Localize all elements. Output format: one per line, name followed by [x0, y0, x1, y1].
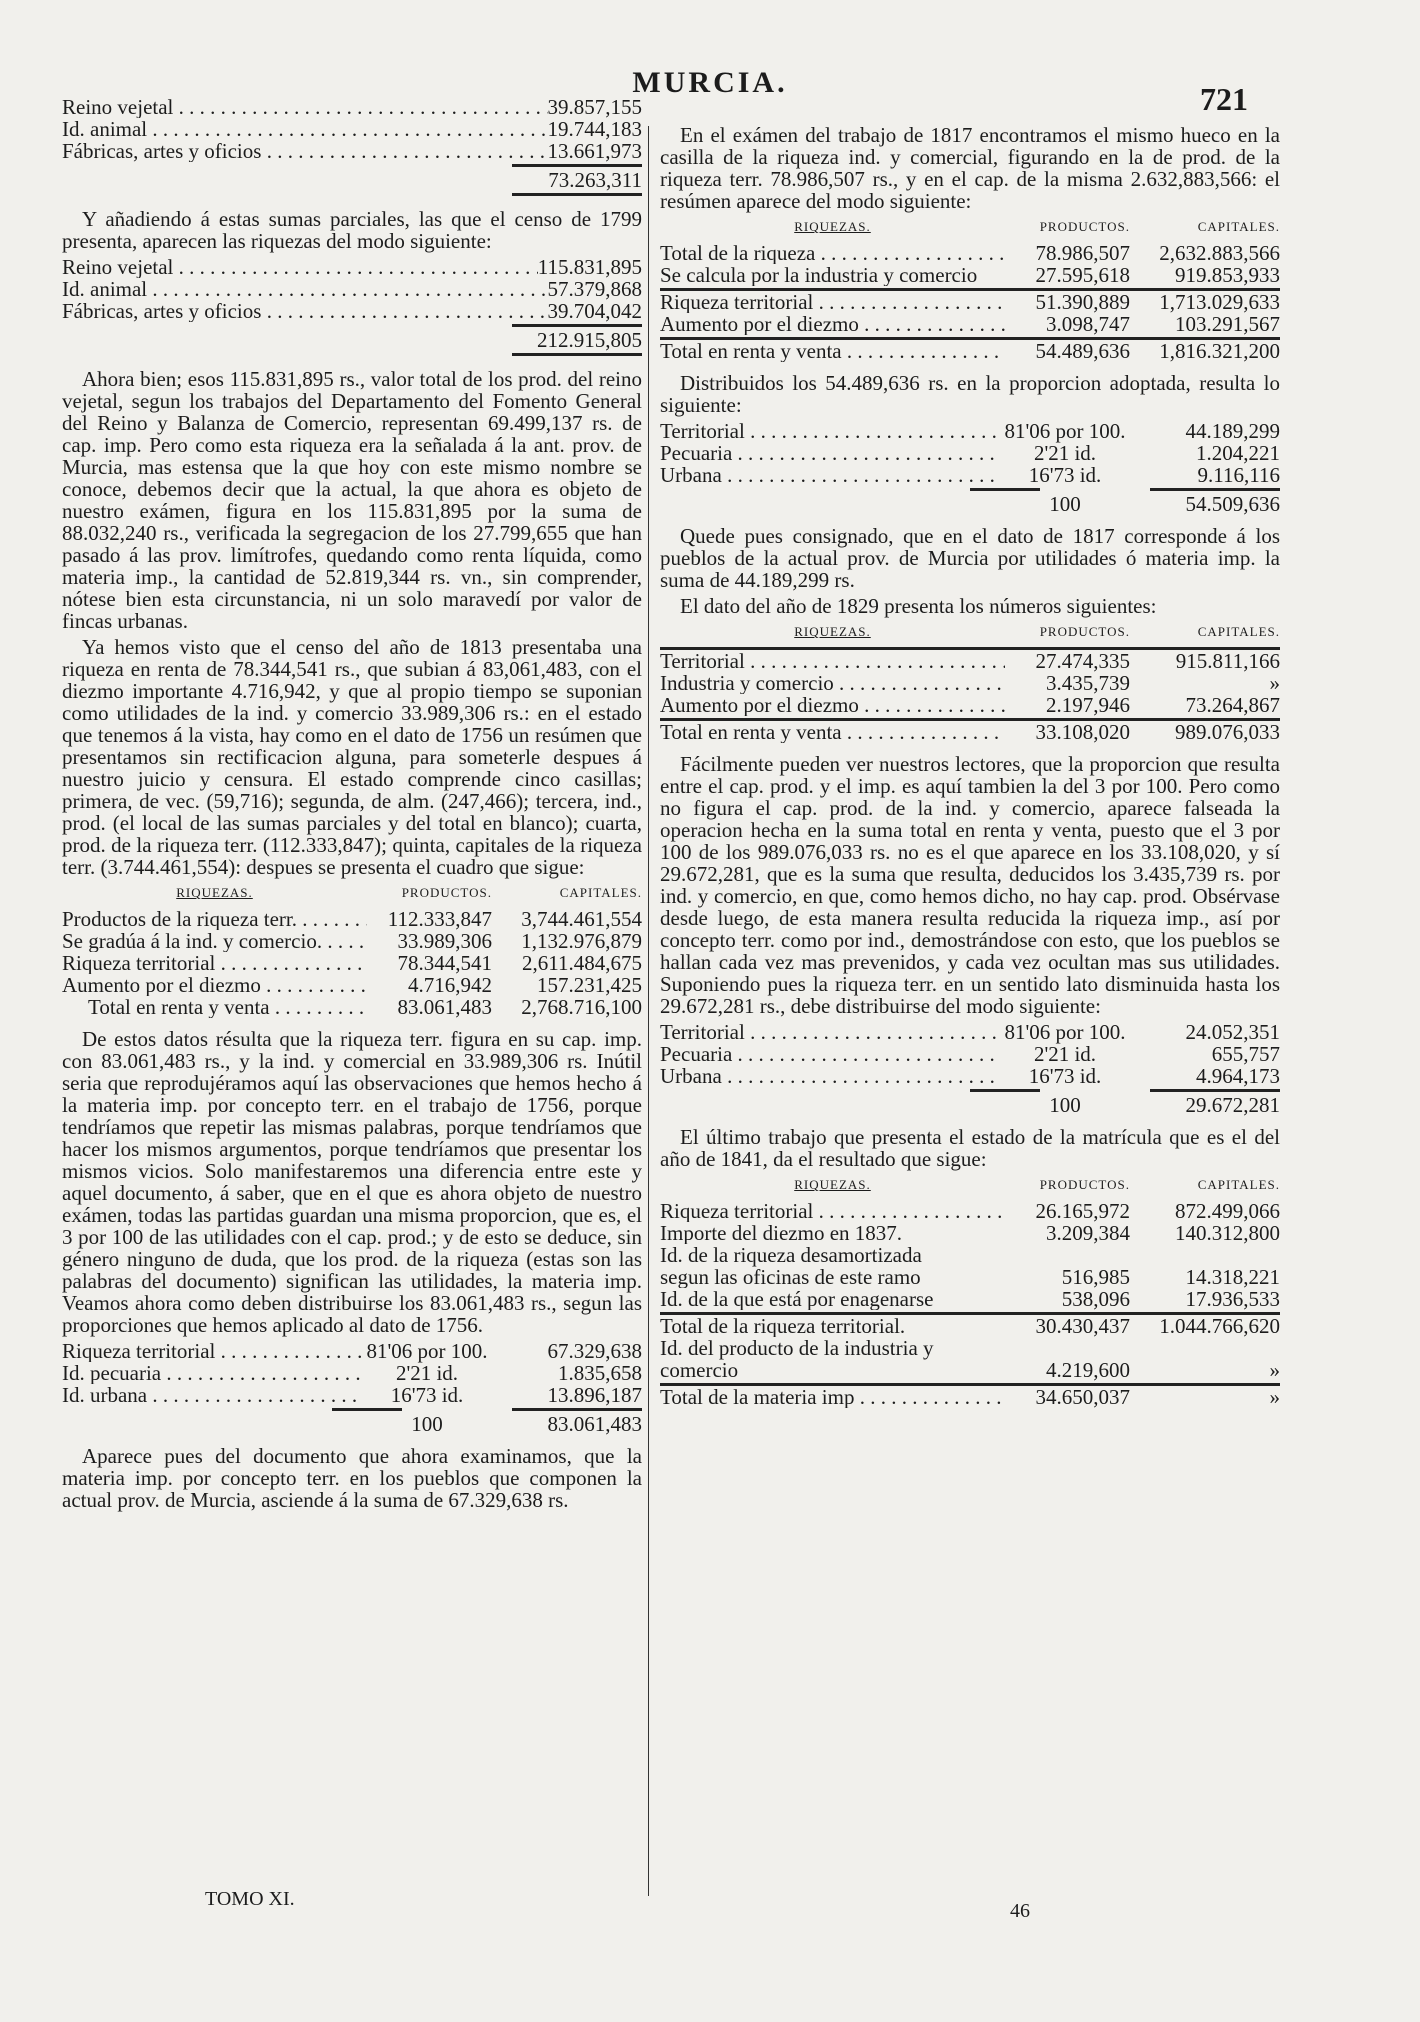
- distribution-table-1817: [660, 420, 1280, 515]
- table-row: Pecuaria . . . 2'21 id. 655,757: [660, 1043, 1280, 1065]
- census-table-2: [62, 256, 642, 356]
- table-row: Urbana . . . 16'73 id. 4.964,173: [660, 1065, 1280, 1087]
- table-total: 100 54.509,636: [1049, 492, 1280, 516]
- table-row: Riqueza territorial . . . 26.165,972 872.499,066: [660, 1200, 1280, 1222]
- table-total: 212.915,805: [537, 328, 642, 352]
- page-number: 721: [1200, 81, 1248, 117]
- table-row: Territorial . . . 27.474,335 915.811,166: [660, 650, 1280, 672]
- table-total: Total en renta y venta . . . 54.489,636 1,816.321,200: [660, 340, 1280, 362]
- distribution-table-1813: [62, 1340, 642, 1435]
- table-total: 73.263,311: [548, 168, 642, 192]
- sum-rule: [62, 193, 642, 196]
- paragraph: El último trabajo que presenta el estado de la matrícula que es el del año de 1841, da el resultado que sigue:: [660, 1125, 1280, 1171]
- table-row: Riqueza territorial . . . 81'06 por 100. 67.329,638: [62, 1340, 642, 1362]
- page-title: MURCIA.: [632, 66, 788, 99]
- table-row: Id. animal . . . 57.379,868: [62, 278, 642, 300]
- paragraph: De estos datos résulta que la riqueza terr. figura en su cap. imp. con 83.061,483 rs., y la ind. y comercial en 33.989,306 rs. Inútil seria que reprodujéramos aquí las observaciones que hemos hecho á la materia imp. por concepto terr. en el trabajo de 1756, porque tendríamos que repetir las mismas palabras, porque tendríamos que hacer los mismos argumentos, porque tendríamos que presentar los mismos vicios. Solo manifestaremos una diferencia entre este y aquel documento, á saber, que en el que es ahora objeto de nuestro exámen, todas las partidas guardan una misma proporcion, que es, el 3 por 100 de las utilidades con el cap. prod.; y de esto se deduce, sin género ninguno de duda, que los prod. de la riqueza (estas son las palabras del documento) significan las utilidades, la materia imp. Veamos ahora como deben distribuirse los 83.061,483 rs., segun las proporciones que hemos aplicado al dato de 1756.: [62, 1027, 642, 1337]
- table-row: Id. de la riqueza desamortizada segun las oficinas de este ramo 516,985 14.318,221: [660, 1244, 1280, 1289]
- paragraph: Distribuidos los 54.489,636 rs. en la proporcion adoptada, resulta lo siguiente:: [660, 371, 1280, 417]
- table-row: Fábricas, artes y oficios . . . 13.661,973: [62, 140, 642, 162]
- table-row: Aumento por el diezmo . . . 4.716,942 157.231,425: [62, 974, 642, 996]
- summary-table-1817: [660, 242, 1280, 362]
- table-row: Aumento por el diezmo . . . 2.197,946 73.264,867: [660, 694, 1280, 716]
- right-column: [660, 124, 1280, 1408]
- table-row: Importe del diezmo en 1837. 3.209,384 140.312,800: [660, 1221, 1280, 1245]
- table-row: Total de la riqueza territorial. 30.430,437 1.044.766,620: [660, 1314, 1280, 1338]
- table-total: 100 83.061,483: [411, 1412, 642, 1436]
- table-row: Total de la riqueza . . . 78.986,507 2,632.883,566: [660, 242, 1280, 264]
- paragraph: Y añadiendo á estas sumas parciales, las que el censo de 1799 presenta, aparecen las riquezas del modo siguiente:: [62, 207, 642, 253]
- table-row: Reino vejetal . . . 39.857,155: [62, 96, 642, 118]
- table-row: Id. urbana . . . 16'73 id. 13.896,187: [62, 1384, 642, 1406]
- sum-rule: [62, 164, 642, 167]
- table-header: RIQUEZAS. PRODUCTOS. CAPITALES.: [176, 885, 642, 900]
- sum-rule: [660, 488, 1280, 491]
- table-row: Fábricas, artes y oficios . . . 39.704,042: [62, 300, 642, 322]
- paragraph: Aparece pues del documento que ahora examinamos, que la materia imp. por concepto terr. en los pueblos que componen la actual prov. de Murcia, asciende á la suma de 67.329,638 rs.: [62, 1444, 642, 1512]
- left-column: [62, 96, 642, 1515]
- table-header: RIQUEZAS. PRODUCTOS. CAPITALES.: [794, 1177, 1280, 1192]
- paragraph: El dato del año de 1829 presenta los números siguientes:: [680, 594, 1157, 618]
- sum-rule: [62, 353, 642, 356]
- summary-table-1829: [660, 647, 1280, 743]
- table-row: Industria y comercio . . . 3.435,739 »: [660, 672, 1280, 694]
- signature-mark: 46: [1010, 1900, 1030, 1922]
- table-row: Aumento por el diezmo . . . 3.098,747 103.291,567: [660, 313, 1280, 335]
- table-row: Productos de la riqueza terr. . . . 112.333,847 3,744.461,554: [62, 908, 642, 930]
- summary-table-1813: [62, 908, 642, 1018]
- paragraph: En el exámen del trabajo de 1817 encontramos el mismo hueco en la casilla de la riqueza ind. y comercial, figurando en la de prod. de la riqueza terr. 78.986,507 rs., y en el cap. de la misma 2.632,883,566: el resúmen aparece del modo siguiente:: [660, 123, 1280, 213]
- table-header: RIQUEZAS. PRODUCTOS. CAPITALES.: [794, 624, 1280, 639]
- table-row: Urbana . . . 16'73 id. 9.116,116: [660, 464, 1280, 486]
- table-row: Pecuaria . . . 2'21 id. 1.204,221: [660, 442, 1280, 464]
- table-row: Riqueza territorial . . . 51.390,889 1,713.029,633: [660, 291, 1280, 313]
- column-divider: [648, 126, 649, 1896]
- table-row: Se gradúa á la ind. y comercio. . . . 33.989,306 1,132.976,879: [62, 930, 642, 952]
- paragraph: Ya hemos visto que el censo del año de 1813 presentaba una riqueza en renta de 78.344,541 rs., que subian á 83,061,483, con el diezmo importante 4.716,942, y que al propio tiempo se suponian como utilidades de la ind. y comercio 33.989,306 rs.: en el estado que tenemos á la vista, hay como en el dato de 1756 un resúmen que presentamos sin rectificacion alguna, para someterle despues á nuestro juicio y censura. El estado comprende cinco casillas; primera, de vec. (59,716); segunda, de alm. (247,466); tercera, ind., prod. (el local de las sumas parciales y del total en blanco); cuarta, prod. de la riqueza terr. (112.333,847); quinta, capitales de la riqueza terr. (3.744.461,554): despues se presenta el cuadro que sigue:: [62, 635, 642, 879]
- sum-rule: [62, 1408, 642, 1411]
- table-row: Id. pecuaria . . . 2'21 id. 1.835,658: [62, 1362, 642, 1384]
- distribution-table-1829: [660, 1021, 1280, 1116]
- table-row: Id. del producto de la industria y comercio 4.219,600 »: [660, 1337, 1280, 1382]
- table-row: Id. animal . . . 19.744,183: [62, 118, 642, 140]
- table-row: Riqueza territorial . . . 78.344,541 2,611.484,675: [62, 952, 642, 974]
- sum-rule: [660, 1089, 1280, 1092]
- census-table-1: [62, 96, 642, 196]
- table-row: Id. de la que está por enagenarse 538,096 17.936,533: [660, 1287, 1280, 1311]
- sum-rule: [62, 324, 642, 327]
- table-total: Total en renta y venta . . . 33.108,020 989.076,033: [660, 721, 1280, 743]
- summary-table-1841: [660, 1200, 1280, 1408]
- paragraph: Quede pues consignado, que en el dato de 1817 corresponde á los pueblos de la actual prov. de Murcia por utilidades ó materia imp. la suma de 44.189,299 rs.: [660, 524, 1280, 592]
- table-row: Territorial . . . 81'06 por 100. 44.189,299: [660, 420, 1280, 442]
- table-row: Reino vejetal . . . 115.831,895: [62, 256, 642, 278]
- table-row: Se calcula por la industria y comercio 27.595,618 919.853,933: [660, 263, 1280, 287]
- paragraph: Fácilmente pueden ver nuestros lectores, que la proporcion que resulta entre el cap. prod. y el imp. es aquí tambien la del 3 por 100. Pero como no figura el cap. prod. de la ind. y comercio, aparece falseada la operacion hecha en la suma total en renta y venta, puesto que el 3 por 100 de los 989.076,033 rs. no es el que aparece en los 33.108,020, y sí 29.672,281, que es la suma que resulta, deducidos los 3.435,739 rs. por ind. y comercio, en que, como hemos dicho, no hay cap. prod. Obsérvase desde luego, de esta manera resulta reducida la riqueza imp., así por concepto terr. como por ind., demostrándose con esto, que los pueblos se hallan cada vez mas prevenidos, y cada vez ocultan mas sus utilidades. Suponiendo pues la riqueza terr. en un sentido lato disminuida hasta los 29.672,281 rs., debe distribuirse del modo siguiente:: [660, 752, 1280, 1018]
- table-total: Total de la materia imp . . . 34.650,037 »: [660, 1386, 1280, 1408]
- table-row: Territorial . . . 81'06 por 100. 24.052,351: [660, 1021, 1280, 1043]
- volume-footer: TOMO XI.: [205, 1888, 295, 1910]
- table-total: Total en renta y venta . . . 83.061,483 2,768.716,100: [62, 996, 642, 1018]
- table-total: 100 29.672,281: [1049, 1093, 1280, 1117]
- paragraph: Ahora bien; esos 115.831,895 rs., valor total de los prod. del reino vejetal, segun los trabajos del Departamento del Fomento General del Reino y Balanza de Comercio, representan 69.499,137 rs. de cap. imp. Pero como esta riqueza era la señalada á la ant. prov. de Murcia, mas estensa que la que hoy con este mismo nombre se conoce, debemos decir que la actual, la que ahora es objeto de nuestro exámen, figura en los 115.831,895 por la suma de 88.032,240 rs., verificada la segregacion de los 27.799,655 que han pasado á las prov. limítrofes, quedando como renta líquida, como materia imp., la cantidad de 52.819,344 rs. vn., sin comprender, nótese bien esta circunstancia, ni un solo maravedí por valor de fincas urbanas.: [62, 367, 642, 633]
- table-header: RIQUEZAS. PRODUCTOS. CAPITALES.: [794, 219, 1280, 234]
